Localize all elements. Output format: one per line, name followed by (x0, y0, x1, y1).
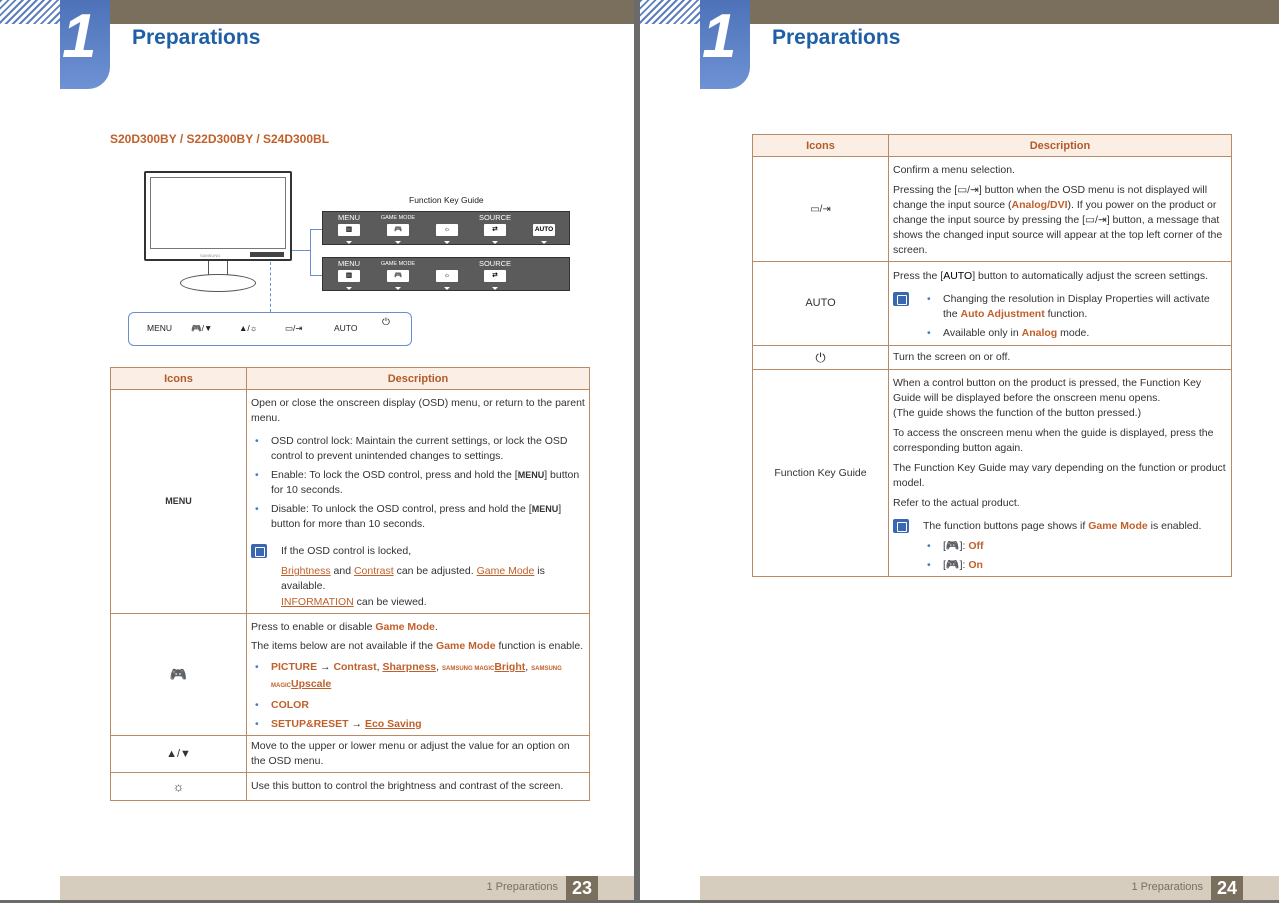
panel-button-game-down: 🎮/▼ (191, 323, 213, 333)
col-description: Description (889, 135, 1232, 157)
table-row (753, 370, 1232, 577)
note-text: If the OSD control is locked, (281, 545, 412, 557)
brightness-icon: ☼ (111, 773, 247, 801)
setup-reset-term: SETUP&RESET (271, 718, 349, 730)
text-run: [ (943, 559, 946, 571)
text-run: is available. (281, 565, 545, 592)
chapter-number: 1 (62, 2, 97, 71)
menu-key-text: MENU (531, 504, 559, 514)
off-value: Off (968, 540, 984, 552)
text-line (251, 620, 585, 635)
buttons-table (752, 134, 1232, 577)
magic-bright-link[interactable]: Bright (494, 661, 526, 673)
text-run: and (330, 565, 354, 577)
source-inline-icon: ▭/⇥ (1085, 214, 1107, 226)
panel-button-menu: MENU (147, 323, 173, 333)
col-icons: Icons (111, 368, 247, 390)
source-description (889, 157, 1232, 262)
text-run: ] button when the OSD menu is not displayed will change the input source ( (893, 184, 1208, 211)
page-title: Preparations (772, 26, 901, 49)
auto-key: AUTO (533, 224, 555, 236)
text-line: When a control button on the product is pressed, the Function Key Guide will be displayed before the onscreen menu opens. (893, 377, 1202, 404)
connector-line (310, 275, 322, 276)
list-item (923, 326, 1227, 341)
header-bar (60, 0, 634, 24)
contrast-term: Contrast (333, 661, 377, 673)
guide-key-label: SOURCE (478, 259, 512, 268)
separator: , (436, 661, 442, 673)
connector-line (310, 229, 322, 230)
updown-description: Move to the upper or lower menu or adjust the value for an option on the OSD menu. (247, 736, 590, 773)
note (893, 519, 1227, 573)
text-line: Confirm a menu selection. (893, 164, 1015, 176)
arrow-marker (346, 241, 352, 244)
list-item (251, 660, 585, 694)
text-line (251, 639, 585, 654)
brightness-description: Use this button to control the brightness and contrast of the screen. (247, 773, 590, 801)
note (893, 292, 1227, 341)
game-description (247, 614, 590, 736)
source-inline-icon: ▭/⇥ (957, 184, 979, 196)
text-run: ] button, a message that shows the changed input source will appear at the top left corner of the screen. (893, 214, 1223, 256)
text-run: Enable: To lock the OSD control, press and hold the [ (271, 469, 518, 481)
col-description: Description (247, 368, 590, 390)
guide-key-label: SOURCE (478, 213, 512, 222)
auto-description (889, 262, 1232, 346)
page-number: 23 (566, 876, 598, 900)
auto-icon: AUTO (753, 262, 889, 346)
auto-key-text: AUTO (943, 270, 973, 282)
monitor-stand (208, 261, 228, 275)
game-key-icon: 🎮 (387, 224, 409, 236)
auto-adjustment-term: Auto Adjustment (960, 308, 1045, 320)
text-line: The Function Key Guide may vary depending on the function or product model. (893, 462, 1226, 489)
up-down-icon: ▲/▼ (111, 736, 247, 773)
menu-key-icon: ▥ (338, 270, 360, 282)
arrow-text: → (348, 718, 365, 730)
text-run: mode. (1057, 327, 1090, 339)
color-term: COLOR (271, 699, 309, 711)
panel-button-auto: AUTO (334, 323, 358, 333)
note-text (923, 519, 1227, 534)
guide-key-label: GAME MODE (380, 261, 416, 267)
list-item (923, 539, 1227, 554)
game-on-icon: 🎮 (945, 559, 960, 571)
manual-page-23 (0, 0, 634, 900)
list-item (251, 717, 585, 732)
menu-description (247, 390, 590, 614)
header-hatch (0, 0, 62, 24)
fkg-description (889, 370, 1232, 577)
analog-term: Analog (1021, 327, 1058, 339)
panel-button-power: ⏻ (382, 317, 390, 328)
arrow-marker (395, 287, 401, 290)
game-key-icon: 🎮 (387, 270, 409, 282)
menu-key-icon: ▥ (338, 224, 360, 236)
text-line: To access the onscreen menu when the guide is displayed, press the corresponding button again. (893, 427, 1214, 454)
arrow-marker (444, 241, 450, 244)
menu-key-text: MENU (517, 470, 545, 480)
list-item: • OSD control lock: Maintain the current settings, or lock the OSD control to prevent unintended changes to settings. (251, 434, 585, 464)
text-line: Refer to the actual product. (893, 497, 1020, 509)
footer-section: 1 Preparations (1131, 881, 1203, 893)
arrow-marker (346, 287, 352, 290)
callout-line (270, 262, 271, 312)
guide-key-label: MENU (337, 213, 361, 222)
text-run: Changing the resolution in Display Properties will activate the (943, 293, 1210, 320)
text-run: The items below are not available if the (251, 640, 437, 652)
power-icon: ⏻ (753, 346, 889, 370)
table-row (111, 614, 590, 736)
arrow-marker (492, 287, 498, 290)
text-run: ] button for more than 10 seconds. (271, 503, 562, 530)
text-run: Disable: To unlock the OSD control, press and hold the [ (271, 503, 532, 515)
table-row (753, 157, 1232, 262)
sharpness-link[interactable]: Sharpness (382, 661, 437, 673)
arrow-marker (492, 241, 498, 244)
monitor-buttons (250, 252, 284, 257)
list-item (923, 292, 1227, 322)
arrow-marker (444, 287, 450, 290)
chapter-number: 1 (702, 2, 737, 71)
header-hatch (640, 0, 702, 24)
separator: , (525, 661, 532, 673)
text-run: can be adjusted. (393, 565, 477, 577)
model-heading: S20D300BY / S22D300BY / S24D300BL (110, 132, 330, 146)
function-key-guide-1 (322, 211, 570, 245)
manual-page-24 (640, 0, 1279, 900)
text-run: The function buttons page shows if (923, 520, 1089, 532)
text-run: ] button to automatically adjust the screen settings. (972, 270, 1208, 282)
on-value: On (968, 559, 983, 571)
monitor-base (180, 274, 256, 292)
connector-line (292, 250, 310, 251)
page-footer (700, 876, 1279, 900)
text-line (893, 269, 1227, 284)
function-key-guide-cell: Function Key Guide (753, 370, 889, 577)
magic-prefix: SAMSUNG MAGIC (271, 666, 562, 689)
game-mode-term: Game Mode (436, 640, 496, 652)
text-run: ]: (959, 540, 969, 552)
control-button-panel (128, 312, 412, 346)
analog-dvi-term: Analog/DVI (1011, 199, 1068, 211)
text-line: (The guide shows the function of the button pressed.) (893, 407, 1142, 419)
note-icon (893, 519, 909, 533)
separator: , (376, 661, 383, 673)
text-run: Press to enable or disable (251, 621, 376, 633)
table-row (753, 346, 1232, 370)
magic-prefix: SAMSUNG MAGIC (442, 666, 495, 672)
col-icons: Icons (753, 135, 889, 157)
brightness-link[interactable]: Brightness (281, 565, 331, 577)
arrow-marker (395, 241, 401, 244)
game-mode-term: Game Mode (1088, 520, 1148, 532)
list-item (923, 558, 1227, 573)
note-text (281, 564, 585, 594)
text-run: Pressing the [ (893, 184, 958, 196)
brightness-key-icon: ☼ (436, 224, 458, 236)
list-item (251, 502, 585, 532)
table-row (753, 262, 1232, 346)
panel-button-up-brightness: ▲/☼ (239, 323, 258, 333)
monitor-illustration (144, 171, 292, 261)
footer-section: 1 Preparations (486, 881, 558, 893)
source-key-icon: ⇄ (484, 270, 506, 282)
game-mode-link[interactable]: Game Mode (476, 565, 535, 577)
panel-button-source: ▭/⇥ (285, 323, 303, 333)
note-text (281, 595, 585, 610)
eco-saving-link[interactable]: Eco Saving (364, 718, 422, 730)
text-line (893, 183, 1227, 258)
list-item (251, 698, 585, 713)
table-row (111, 736, 590, 773)
text-run: ). If you power on the product or change the input source by pressing the [ (893, 199, 1217, 226)
table-row (111, 773, 590, 801)
text-run: can be viewed. (353, 596, 427, 608)
power-description: Turn the screen on or off. (889, 346, 1232, 370)
chapter-tab (700, 0, 750, 89)
connector-line (310, 229, 311, 275)
text-run: is enabled. (1147, 520, 1202, 532)
list-item (251, 468, 585, 498)
table-row (111, 390, 590, 614)
menu-icon: MENU (111, 390, 247, 614)
brightness-key-icon: ☼ (436, 270, 458, 282)
page-title: Preparations (132, 26, 261, 49)
game-off-icon: 🎮 (945, 540, 960, 552)
game-mode-term: Game Mode (375, 621, 435, 633)
header-bar (700, 0, 1279, 24)
text-run: [ (943, 540, 946, 552)
text-run: function is enable. (495, 640, 584, 652)
text-run: ]: (959, 559, 969, 571)
text-run: Available only in (943, 327, 1022, 339)
source-key-icon: ⇄ (484, 224, 506, 236)
source-icon: ▭/⇥ (753, 157, 889, 262)
note (251, 544, 585, 610)
arrow-text: → (317, 661, 334, 673)
chapter-tab (60, 0, 110, 89)
note-icon (893, 292, 909, 306)
picture-term: PICTURE (271, 661, 318, 673)
magic-upscale-link[interactable]: Upscale (291, 678, 332, 690)
page-footer (60, 876, 634, 900)
arrow-marker (541, 241, 547, 244)
guide-key-label: MENU (337, 259, 361, 268)
text-run: function. (1044, 308, 1088, 320)
buttons-table (110, 367, 590, 801)
text-run: ] button for 10 seconds. (271, 469, 580, 496)
gamepad-icon: 🎮 (111, 614, 247, 736)
menu-intro: Open or close the onscreen display (OSD) menu, or return to the parent menu. (251, 397, 585, 424)
text-run: . (434, 621, 438, 633)
text-run: Press the [ (893, 270, 944, 282)
function-key-guide-2 (322, 257, 570, 291)
contrast-link[interactable]: Contrast (353, 565, 394, 577)
note-icon (251, 544, 267, 558)
monitor-brand: SAMSUNG (200, 253, 221, 258)
page-number: 24 (1211, 876, 1243, 900)
function-key-guide-label: Function Key Guide (409, 195, 484, 205)
guide-key-label: GAME MODE (380, 215, 416, 221)
information-link[interactable]: INFORMATION (281, 596, 354, 608)
